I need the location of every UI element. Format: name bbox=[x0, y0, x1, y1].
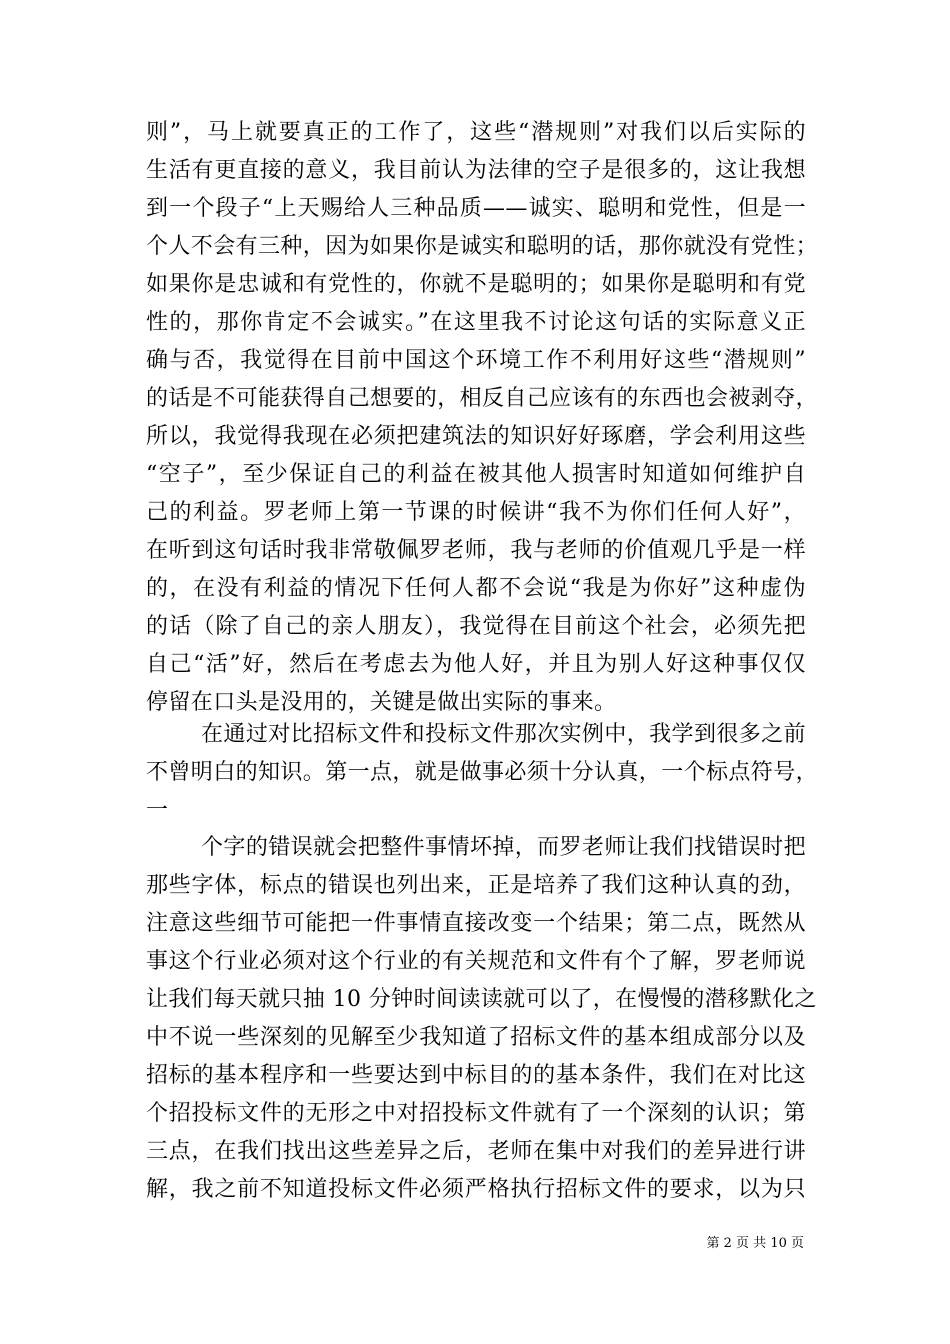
text-line: 的，在没有利益的情况下任何人都不会说“我是为你好”这种虚伪 bbox=[146, 576, 806, 601]
paragraph-2 bbox=[146, 716, 819, 830]
text-line: 不曾明白的知识。第一点，就是做事必须十分认真，一个标点符号， bbox=[146, 760, 819, 785]
text-line: 那些字体，标点的错误也列出来，正是培养了我们这种认真的劲， bbox=[146, 873, 806, 898]
text-line: 性的，那你肯定不会诚实。”在这里我不讨论这句话的实际意义正 bbox=[146, 310, 806, 335]
text-line: 注意这些细节可能把一件事情直接改变一个结果；第二点，既然从 bbox=[146, 911, 806, 936]
text-line: 事这个行业必须对这个行业的有关规范和文件有个了解，罗老师说 bbox=[146, 949, 806, 974]
text-line: 个人不会有三种，因为如果你是诚实和聪明的话，那你就没有党性； bbox=[146, 234, 819, 259]
text-line: 解，我之前不知道投标文件必须严格执行招标文件的要求，以为只 bbox=[146, 1177, 806, 1202]
text-line: 三点，在我们找出这些差异之后，老师在集中对我们的差异进行讲 bbox=[146, 1139, 806, 1164]
text-line: 到一个段子“上天赐给人三种品质——诚实、聪明和党性，但是一 bbox=[146, 196, 806, 221]
text-line: 如果你是忠诚和有党性的，你就不是聪明的；如果你是聪明和有党 bbox=[146, 272, 806, 297]
text-line: 的话是不可能获得自己想要的，相反自己应该有的东西也会被剥夺， bbox=[146, 386, 819, 411]
text-line: 所以，我觉得我现在必须把建筑法的知识好好琢磨，学会利用这些 bbox=[146, 424, 806, 449]
text-line: 自己“活”好，然后在考虑去为他人好，并且为别人好这种事仅仅 bbox=[146, 652, 806, 677]
text-line: 招标的基本程序和一些要达到中标目的的基本条件，我们在对比这 bbox=[146, 1063, 806, 1088]
paragraph-1 bbox=[146, 114, 819, 722]
text-line: 停留在口头是没用的，关键是做出实际的事来。 bbox=[146, 690, 617, 715]
text-line: 中不说一些深刻的见解至少我知道了招标文件的基本组成部分以及 bbox=[146, 1025, 806, 1050]
text-line: 确与否，我觉得在目前中国这个环境工作不利用好这些“潜规则” bbox=[146, 348, 806, 373]
paragraph-3 bbox=[146, 829, 817, 1209]
text-line: 己的利益。罗老师上第一节课的时候讲“我不为你们任何人好”， bbox=[146, 500, 806, 525]
page-number: 第 2 页 共 10 页 bbox=[706, 1236, 804, 1251]
text-line: 个字的错误就会把整件事情坏掉，而罗老师让我们找错误时把 bbox=[201, 835, 806, 860]
text-line: 则”，马上就要真正的工作了，这些“潜规则”对我们以后实际的 bbox=[146, 120, 806, 145]
text-line: 在通过对比招标文件和投标文件那次实例中，我学到很多之前 bbox=[201, 722, 806, 747]
text-line: 让我们每天就只抽 10 分钟时间读读就可以了，在慢慢的潜移默化之 bbox=[146, 987, 817, 1012]
text-line: 在听到这句话时我非常敬佩罗老师，我与老师的价值观几乎是一样 bbox=[146, 538, 806, 563]
text-line: 一 bbox=[146, 798, 169, 823]
text-line: 个招投标文件的无形之中对招投标文件就有了一个深刻的认识；第 bbox=[146, 1101, 806, 1126]
text-line: 的话（除了自己的亲人朋友），我觉得在目前这个社会，必须先把 bbox=[146, 614, 806, 639]
text-line: “空子”，至少保证自己的利益在被其他人损害时知道如何维护自 bbox=[146, 462, 806, 487]
text-line: 生活有更直接的意义，我目前认为法律的空子是很多的，这让我想 bbox=[146, 158, 806, 183]
